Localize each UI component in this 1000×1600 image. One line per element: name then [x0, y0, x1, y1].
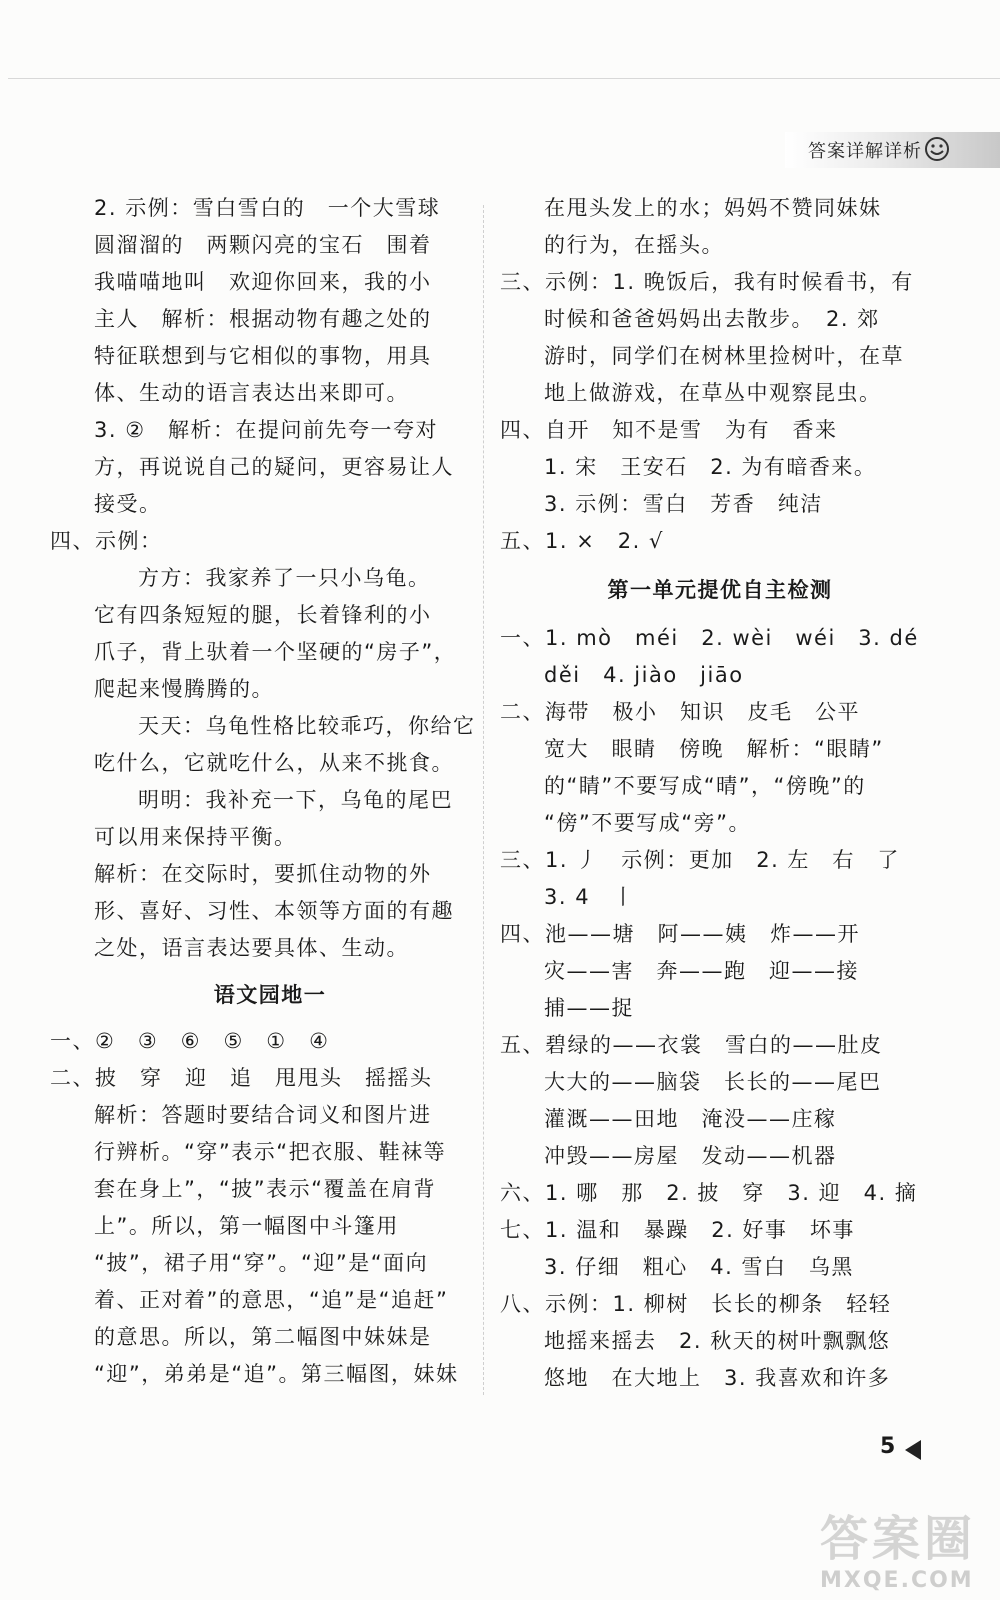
answer-line: 我喵喵地叫 欢迎你回来，我的小 — [94, 270, 432, 294]
answer-line: 游时，同学们在树林里捡树叶，在草 — [544, 344, 904, 368]
page-arrow-icon — [905, 1440, 921, 1460]
answer-line: 接受。 — [94, 492, 162, 516]
answer-line: 的意思。所以，第二幅图中妹妹是 — [94, 1325, 432, 1349]
answer-line: 时候和爸爸妈妈出去散步。 2. 郊 — [544, 307, 880, 331]
paragraph-line: 明明：我补充一下，乌龟的尾巴 — [138, 788, 453, 812]
answer-line: 体、生动的语言表达出来即可。 — [94, 381, 409, 405]
paragraph-line: 天天：乌龟性格比较乖巧，你给它 — [138, 714, 476, 738]
watermark-brand: 答案圈 — [820, 1511, 977, 1567]
answer-line: 灌溉——田地 淹没——庄稼 — [544, 1107, 837, 1131]
section-line: 四、自开 知不是雪 为有 香来 — [500, 418, 838, 442]
answer-line: “傍”不要写成“旁”。 — [544, 811, 752, 835]
section-line: 五、1. × 2. √ — [500, 529, 664, 553]
section-heading: 第一单元提优自主检测 — [607, 578, 833, 602]
answer-line: 的“睛”不要写成“晴”，“傍晚”的 — [544, 774, 866, 798]
top-rule — [8, 78, 1000, 79]
section-line: 三、示例：1. 晚饭后，我有时候看书，有 — [500, 270, 914, 294]
answer-line: 方，再说说自己的疑问，更容易让人 — [94, 455, 454, 479]
section-line: 七、1. 温和 暴躁 2. 好事 坏事 — [500, 1218, 855, 1242]
answer-line: 吃什么，它就吃什么，从来不挑食。 — [94, 751, 454, 775]
answer-line: 悠地 在大地上 3. 我喜欢和许多 — [544, 1366, 891, 1390]
answer-line: 之处，语言表达要具体、生动。 — [94, 936, 409, 960]
watermark-site: MXQE.COM — [820, 1568, 974, 1593]
section-line: 三、1. 丿 示例：更加 2. 左 右 了 — [500, 848, 900, 872]
page-number: 5 — [880, 1434, 896, 1459]
column-divider — [483, 205, 485, 1395]
answer-line: 2. 示例：雪白雪白的 一个大雪球 — [94, 196, 441, 220]
answer-line: 冲毁——房屋 发动——机器 — [544, 1144, 837, 1168]
answer-line: 爪子，背上驮着一个坚硬的“房子”， — [94, 640, 457, 664]
answer-line: 3. 仔细 粗心 4. 雪白 乌黑 — [544, 1255, 854, 1279]
answer-line: 3. 示例：雪白 芳香 纯洁 — [544, 492, 823, 516]
answer-line: 捕——捉 — [544, 996, 634, 1020]
smile-logo-icon — [924, 136, 950, 162]
answer-line: 的行为，在摇头。 — [544, 233, 724, 257]
section-line: 五、碧绿的——衣裳 雪白的——肚皮 — [500, 1033, 883, 1057]
answer-line: 大大的——脑袋 长长的——尾巴 — [544, 1070, 882, 1094]
left-column — [50, 190, 476, 1393]
section-heading: 语文园地一 — [213, 983, 327, 1007]
answer-line: 特征联想到与它相似的事物，用具 — [94, 344, 432, 368]
answer-line: “披”，裙子用“穿”。“迎”是“面向 — [94, 1251, 429, 1275]
answer-line: děi 4. jiào jiāo — [544, 663, 744, 687]
answer-line: 行辨析。“穿”表示“把衣服、鞋袜等 — [94, 1140, 447, 1164]
section-line: 四、池——塘 阿——姨 炸——开 — [500, 922, 860, 946]
header-title: 答案详解详析 — [808, 141, 922, 162]
answer-line: 1. 宋 王安石 2. 为有暗香来。 — [544, 455, 877, 479]
answer-line: 解析：在交际时，要抓住动物的外 — [94, 862, 432, 886]
section-line: 一、1. mò méi 2. wèi wéi 3. dé — [500, 626, 919, 650]
answer-line: 灾——害 奔——跑 迎——接 — [544, 959, 859, 983]
answer-line: 它有四条短短的腿，长着锋利的小 — [94, 603, 432, 627]
answer-line: 解析：答题时要结合词义和图片进 — [94, 1103, 432, 1127]
section-line: 四、示例： — [50, 529, 163, 553]
answer-line: 地摇来摇去 2. 秋天的树叶飘飘悠 — [544, 1329, 891, 1353]
section-line: 二、披 穿 迎 追 甩甩头 摇摇头 — [50, 1066, 433, 1090]
answer-line: 宽大 眼睛 傍晚 解析：“眼睛” — [544, 737, 884, 761]
section-line: 一、② ③ ⑥ ⑤ ① ④ — [50, 1029, 330, 1053]
answer-line: 在甩头发上的水；妈妈不赞同妹妹 — [544, 196, 882, 220]
answer-line: 3. ② 解析：在提问前先夸一夸对 — [94, 418, 439, 442]
answer-line: 地上做游戏，在草丛中观察昆虫。 — [544, 381, 882, 405]
answer-line: 主人 解析：根据动物有趣之处的 — [94, 307, 432, 331]
section-line: 二、海带 极小 知识 皮毛 公平 — [500, 700, 860, 724]
answer-line: 套在身上”，“披”表示“覆盖在肩背 — [94, 1177, 437, 1201]
answer-line: 着、正对着”的意思，“追”是“追赶” — [94, 1288, 449, 1312]
answer-line: 可以用来保持平衡。 — [94, 825, 297, 849]
answer-line: “迎”，弟弟是“追”。第三幅图，妹妹 — [94, 1362, 459, 1386]
answer-line: 爬起来慢腾腾的。 — [94, 677, 274, 701]
paragraph-line: 方方：我家养了一只小乌龟。 — [138, 566, 431, 590]
answer-line: 上”。所以，第一幅图中斗篷用 — [94, 1214, 399, 1238]
answer-line: 圆溜溜的 两颗闪亮的宝石 围着 — [94, 233, 432, 257]
answer-line: 形、喜好、习性、本领等方面的有趣 — [94, 899, 454, 923]
right-column — [500, 190, 920, 1397]
section-line: 八、示例：1. 柳树 长长的柳条 轻轻 — [500, 1292, 892, 1316]
section-line: 六、1. 哪 那 2. 披 穿 3. 迎 4. 摘 — [500, 1181, 918, 1205]
answer-line: 3. 4 丨 — [544, 885, 636, 909]
